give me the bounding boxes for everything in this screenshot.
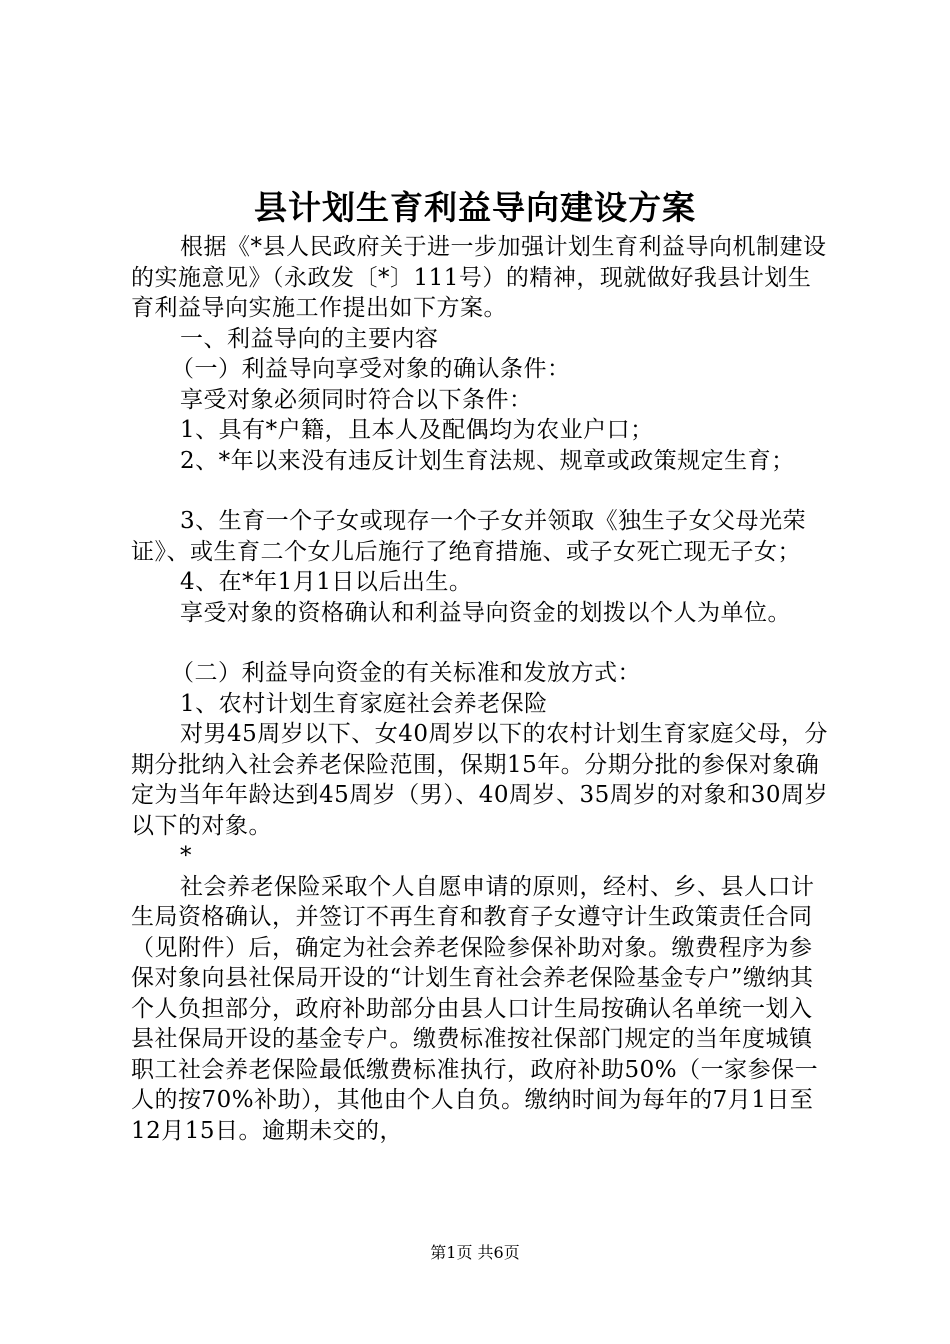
condition-item-2: 2、*年以来没有违反计划生育法规、规章或政策规定生育； — [180, 447, 795, 474]
condition-item-4: 4、在*年1月1日以后出生。 — [180, 569, 473, 595]
item-heading-pension: 1、农村计划生育家庭社会养老保险 — [180, 690, 548, 717]
paragraph-conditions-intro: 享受对象必须同时符合以下条件： — [180, 386, 533, 413]
subsection-heading-2: （二）利益导向资金的有关标准和发放方式： — [171, 660, 641, 686]
condition-item-3: 3、生育一个子女或现存一个子女并领取《独生子女父母光荣证》、或生育二个女儿后施行了绝育措施、或子女死亡现无子女； — [131, 508, 807, 565]
paragraph-pension-process: 社会养老保险采取个人自愿申请的原则，经村、乡、县人口计生局资格确认，并签订不再生育和教育子女遵守计生政策责任合同（见附件）后，确定为社会养老保险参保补助对象。缴费程序为参保对象向县社保局开设的“计划生育社会养老保险基金专户”缴纳其个人负担部分，政府补助部分由县人口计生局按确认名单统一划入县社保局开设的基金专户。缴费标准按社保部门规定的当年度城镇职工社会养老保险最低缴费标准执行，政府补助50%（一家参保一人的按70%补助），其他由个人自负。缴纳时间为每年的7月1日至12月15日。逾期未交的， — [131, 873, 819, 1144]
asterisk-line: * — [180, 843, 192, 869]
document-title: 县计划生育利益导向建设方案 — [254, 188, 696, 227]
page-footer: 第1页 共6页 — [430, 1243, 520, 1262]
condition-item-1: 1、具有*户籍，且本人及配偶均为农业户口； — [180, 417, 654, 443]
paragraph-intro: 根据《*县人民政府关于进一步加强计划生育利益导向机制建设的实施意见》（永政发〔*〕111号）的精神，现就做好我县计划生育利益导向实施工作提出如下方案。 — [131, 234, 827, 321]
paragraph-pension-scope: 对男45周岁以下、女40周岁以下的农村计划生育家庭父母，分期分批纳入社会养老保险范围，保期15年。分期分批的参保对象确定为当年年龄达到45周岁（男）、40周岁、35周岁的对象和30周岁以下的对象。 — [131, 721, 829, 839]
paragraph-unit-note: 享受对象的资格确认和利益导向资金的划拨以个人为单位。 — [180, 599, 791, 626]
subsection-heading: （一）利益导向享受对象的确认条件： — [171, 356, 571, 382]
section-heading: 一、利益导向的主要内容 — [180, 325, 439, 352]
document-body — [131, 232, 833, 1146]
